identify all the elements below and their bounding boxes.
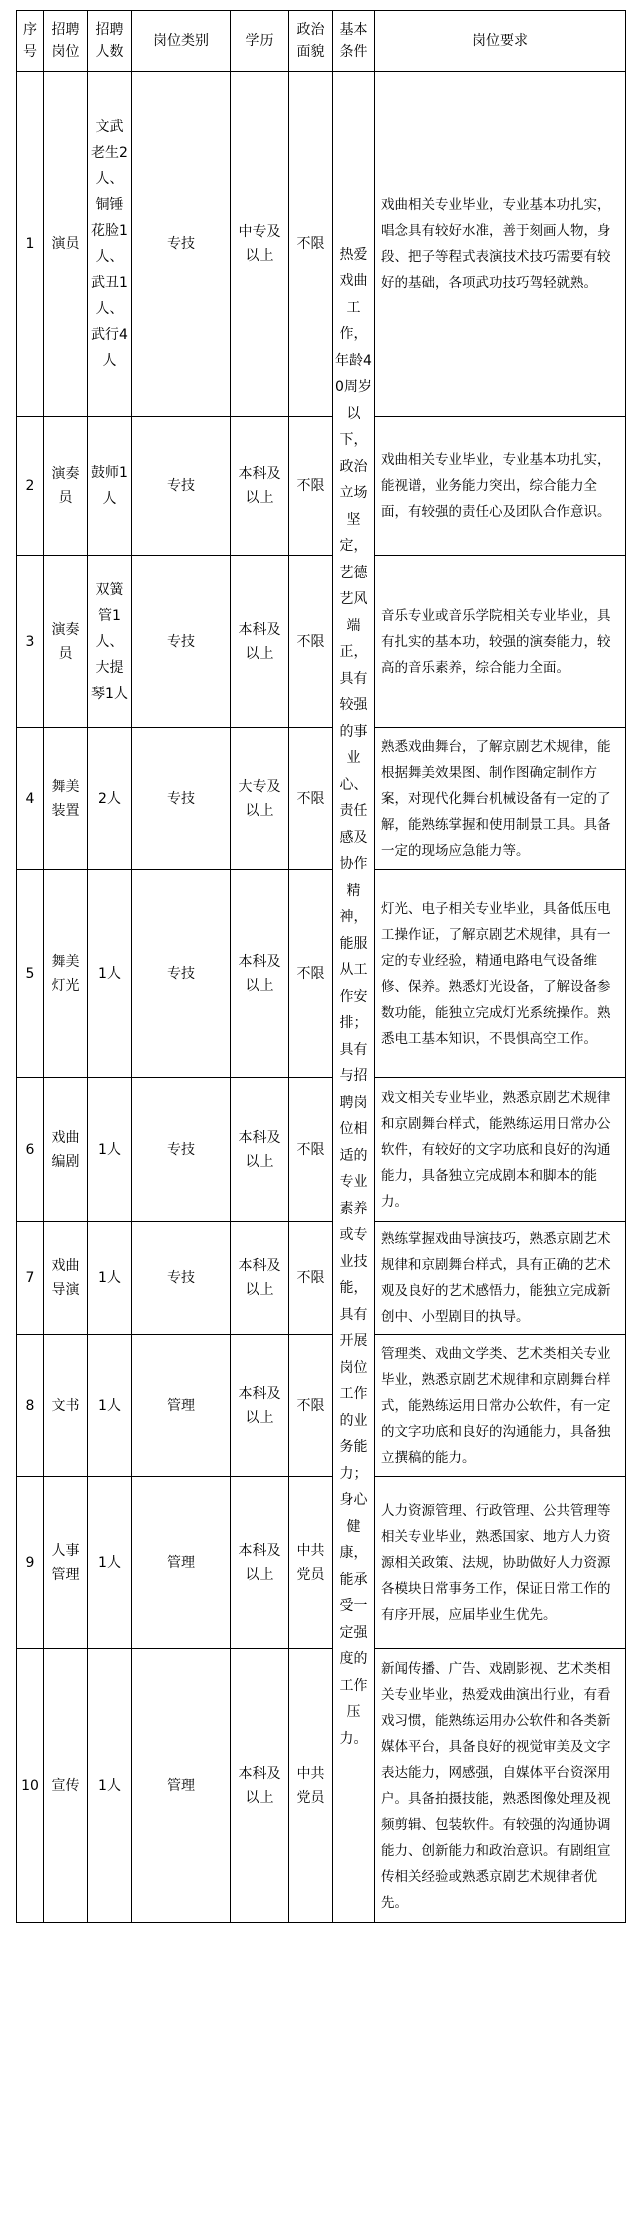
row-category: 专技 [132,870,231,1078]
row-seq: 8 [17,1335,44,1477]
row-seq: 1 [17,72,44,417]
row-seq: 6 [17,1078,44,1222]
row-requirements: 人力资源管理、行政管理、公共管理等相关专业毕业，熟悉国家、地方人力资源相关政策、法规，协助做好人力资源各模块日常事务工作，保证日常工作的有序开展，应届毕业生优先。 [375,1477,626,1649]
row-position: 人事管理 [44,1477,88,1649]
row-seq: 7 [17,1222,44,1335]
header-position: 招聘岗位 [44,11,88,72]
row-education: 本科及以上 [231,417,289,556]
row-position: 戏曲导演 [44,1222,88,1335]
row-education: 本科及以上 [231,1078,289,1222]
row-category: 专技 [132,1078,231,1222]
row-seq: 9 [17,1477,44,1649]
row-category: 管理 [132,1477,231,1649]
row-count: 1人 [88,1649,132,1923]
row-position: 戏曲编剧 [44,1078,88,1222]
table-row [17,417,626,556]
header-category: 岗位类别 [132,11,231,72]
row-requirements: 熟练掌握戏曲导演技巧，熟悉京剧艺术规律和京剧舞台样式，具有正确的艺术观及良好的艺术感悟力，能独立完成新创中、小型剧目的执导。 [375,1222,626,1335]
row-count: 文武老生2人、铜锤花脸1人、武丑1人、武行4人 [88,72,132,417]
table-row [17,72,626,417]
row-count: 1人 [88,1335,132,1477]
row-education: 本科及以上 [231,1222,289,1335]
row-position: 文书 [44,1335,88,1477]
row-requirements: 新闻传播、广告、戏剧影视、艺术类相关专业毕业，热爱戏曲演出行业，有看戏习惯，能熟练运用办公软件和各类新媒体平台，具备良好的视觉审美及文字表达能力，网感强，自媒体平台资深用户。具备拍摄技能，熟悉图像处理及视频剪辑、包装软件。有较强的沟通协调能力、创新能力和政治意识。有剧组宣传相关经验或熟悉京剧艺术规律者优先。 [375,1649,626,1923]
row-count: 1人 [88,870,132,1078]
row-position: 宣传 [44,1649,88,1923]
row-category: 管理 [132,1335,231,1477]
row-position: 舞美灯光 [44,870,88,1078]
table-row [17,556,626,728]
row-education: 中专及以上 [231,72,289,417]
header-education: 学历 [231,11,289,72]
row-requirements: 灯光、电子相关专业毕业，具备低压电工操作证，了解京剧艺术规律，具有一定的专业经验，精通电路电气设备维修、保养。熟悉灯光设备，了解设备参数功能，能独立完成灯光系统操作。熟悉电工基本知识，不畏惧高空工作。 [375,870,626,1078]
row-politics: 中共党员 [289,1477,333,1649]
row-politics: 不限 [289,870,333,1078]
table-row [17,1078,626,1222]
row-education: 本科及以上 [231,1477,289,1649]
row-count: 2人 [88,728,132,870]
row-requirements: 戏曲相关专业毕业，专业基本功扎实，唱念具有较好水准，善于刻画人物，身段、把子等程式表演技术技巧需要有较好的基础，各项武功技巧驾轻就熟。 [375,72,626,417]
table-row [17,1477,626,1649]
table-row [17,1649,626,1923]
row-category: 专技 [132,728,231,870]
row-seq: 4 [17,728,44,870]
row-politics: 不限 [289,417,333,556]
row-politics: 不限 [289,556,333,728]
row-politics: 中共党员 [289,1649,333,1923]
row-category: 专技 [132,417,231,556]
row-requirements: 音乐专业或音乐学院相关专业毕业，具有扎实的基本功，较强的演奏能力，较高的音乐素养，综合能力全面。 [375,556,626,728]
row-politics: 不限 [289,1335,333,1477]
row-category: 专技 [132,72,231,417]
table-row [17,1335,626,1477]
row-count: 1人 [88,1222,132,1335]
basic-conditions: 热爱戏曲工作，年龄40周岁以下，政治立场坚定，艺德艺风端正，具有较强的事业心、责任感及协作精神，能服从工作安排；具有与招聘岗位相适的专业素养或专业技能，具有开展岗位工作的业务能力；身心健康，能承受一定强度的工作压力。 [333,72,375,1923]
row-seq: 5 [17,870,44,1078]
row-category: 管理 [132,1649,231,1923]
header-basic: 基本条件 [333,11,375,72]
row-position: 演奏员 [44,417,88,556]
row-education: 本科及以上 [231,1335,289,1477]
row-seq: 2 [17,417,44,556]
header-seq: 序号 [17,11,44,72]
row-education: 本科及以上 [231,556,289,728]
row-politics: 不限 [289,72,333,417]
row-politics: 不限 [289,1078,333,1222]
header-count: 招聘人数 [88,11,132,72]
recruitment-table [16,10,626,1923]
row-position: 演员 [44,72,88,417]
row-position: 演奏员 [44,556,88,728]
row-category: 专技 [132,556,231,728]
header-row [17,11,626,72]
row-requirements: 戏曲相关专业毕业，专业基本功扎实，能视谱，业务能力突出，综合能力全面，有较强的责任心及团队合作意识。 [375,417,626,556]
row-count: 1人 [88,1477,132,1649]
row-politics: 不限 [289,728,333,870]
row-requirements: 戏文相关专业毕业，熟悉京剧艺术规律和京剧舞台样式，能熟练运用日常办公软件，有较好的文字功底和良好的沟通能力，具备独立完成剧本和脚本的能力。 [375,1078,626,1222]
row-education: 本科及以上 [231,870,289,1078]
row-requirements: 管理类、戏曲文学类、艺术类相关专业毕业，熟悉京剧艺术规律和京剧舞台样式，能熟练运用日常办公软件，有一定的文字功底和良好的沟通能力，具备独立撰稿的能力。 [375,1335,626,1477]
row-count: 1人 [88,1078,132,1222]
table-row [17,1222,626,1335]
row-position: 舞美装置 [44,728,88,870]
row-education: 大专及以上 [231,728,289,870]
header-requirements: 岗位要求 [375,11,626,72]
row-seq: 10 [17,1649,44,1923]
row-count: 鼓师1人 [88,417,132,556]
row-politics: 不限 [289,1222,333,1335]
row-education: 本科及以上 [231,1649,289,1923]
header-politics: 政治面貌 [289,11,333,72]
row-requirements: 熟悉戏曲舞台，了解京剧艺术规律，能根据舞美效果图、制作图确定制作方案，对现代化舞台机械设备有一定的了解，能熟练掌握和使用制景工具。具备一定的现场应急能力等。 [375,728,626,870]
row-seq: 3 [17,556,44,728]
row-count: 双簧管1人、大提琴1人 [88,556,132,728]
table-row [17,870,626,1078]
table-row [17,728,626,870]
row-category: 专技 [132,1222,231,1335]
